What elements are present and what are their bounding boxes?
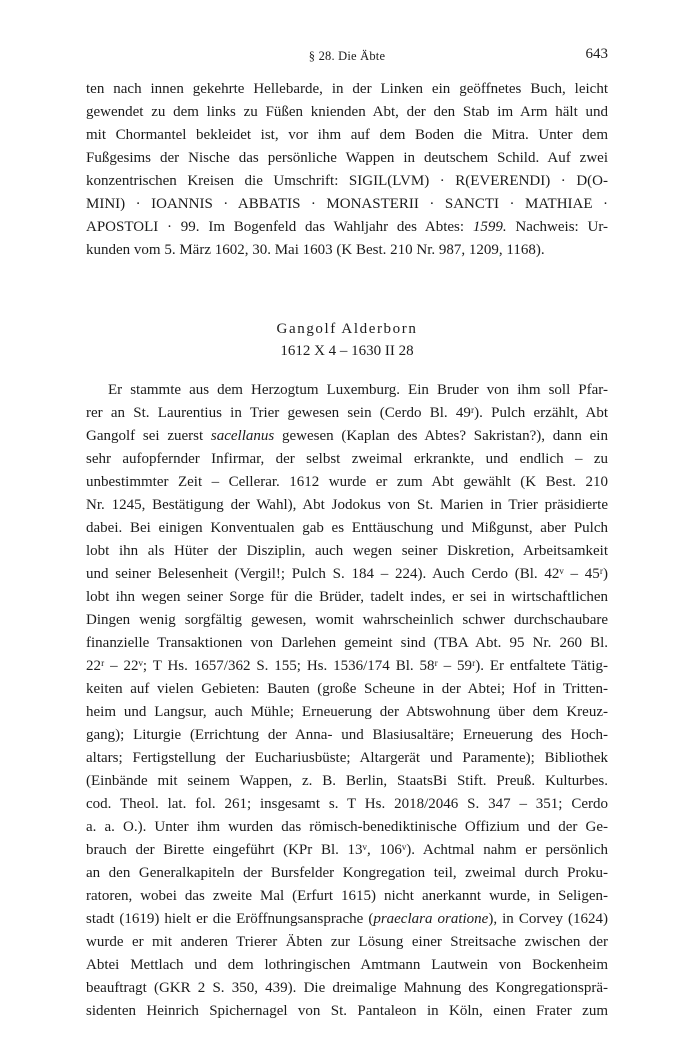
- running-head: § 28. Die Äbte: [308, 49, 386, 63]
- text-line: 22ʳ – 22ᵛ; T Hs. 1657/362 S. 155; Hs. 1536/174 Bl. 58ʳ – 59ʳ). Er entfaltete Tätig-: [86, 658, 608, 674]
- text-line: sehr aufopfernder Infirmar, der selbst zweimal erkrankte, und endlich – zu: [86, 451, 608, 467]
- abbot-name: Gangolf Alderborn: [276, 321, 418, 337]
- text-segment: APOSTOLI · 99. Im Bogenfeld das Wahljahr des Abtes:: [86, 219, 465, 235]
- text-segment: ), in Corvey (1624): [488, 911, 608, 927]
- text-line: beauftragt (GKR 2 S. 350, 439). Die dreimalige Mahnung des Kongregationsprä-: [86, 980, 608, 996]
- text-line: [86, 425, 608, 448]
- abbot-dates: 1612 X 4 – 1630 II 28: [280, 343, 414, 359]
- text-line: ten nach innen gekehrte Hellebarde, in der Linken ein geöffnetes Buch, leicht: [86, 81, 608, 97]
- text-line: (Einbände mit seinem Wappen, z. B. Berlin, StaatsBi Stift. Preuß. Kulturbes.: [86, 773, 608, 789]
- text-line: MINI) · IOANNIS · ABBATIS · MONASTERII · SANCTI · MATHIAE ·: [86, 196, 608, 212]
- italic-quote: praeclara oratione: [373, 911, 489, 927]
- text-segment: Gangolf sei zuerst: [86, 428, 211, 444]
- text-line: finanzielle Transaktionen von Darlehen gemeint sind (TBA Abt. 95 Nr. 260 Bl.: [86, 635, 608, 651]
- page-header: [86, 46, 608, 68]
- abbot-heading: [86, 318, 608, 362]
- text-line: [86, 216, 608, 239]
- text-line: rer an St. Laurentius in Trier gewesen sein (Cerdo Bl. 49ʳ). Pulch erzählt, Abt: [86, 405, 608, 421]
- text-line: konzentrischen Kreisen die Umschrift: SIGIL(LVM) · R(EVERENDI) · D(O-: [86, 173, 608, 189]
- text-line: mit Chormantel bekleidet ist, vor ihm auf dem Boden die Mitra. Unter dem: [86, 127, 608, 143]
- text-line: an den Generalkapiteln der Bursfelder Kongregation teil, zweimal durch Proku-: [86, 865, 608, 881]
- text-line: cod. Theol. lat. fol. 261; insgesamt s. T Hs. 2018/2046 S. 347 – 351; Cerdo: [86, 796, 608, 812]
- text-segment: stadt (1619) hielt er die Eröffnungsansprache (: [86, 911, 374, 927]
- text-line: keiten auf vielen Gebieten: Bauten (große Scheune in der Abtei; Hof in Tritten-: [86, 681, 608, 697]
- text-line: Nr. 1245, Bestätigung der Wahl), Abt Jodokus von St. Marien in Trier präsidierte: [86, 497, 608, 513]
- text-segment: gewesen (Kaplan des Abtes? Sakristan?), dann ein: [274, 428, 608, 444]
- text-line: kunden vom 5. März 1602, 30. Mai 1603 (K Best. 210 Nr. 987, 1209, 1168).: [86, 242, 545, 258]
- text-line: sidenten Heinrich Spichernagel von St. Pantaleon in Köln, einen Frater zum: [86, 1003, 608, 1019]
- text-line: gang); Liturgie (Errichtung der Anna- und Blasiusaltäre; Erneuerung des Hoch-: [86, 727, 608, 743]
- text-line: lobt ihn als Hüter der Disziplin, auch wegen seiner Diskretion, Arbeitsamkeit: [86, 543, 608, 559]
- text-line: heim und Langsur, auch Mühle; Erneuerung der Abtswohnung über dem Kreuz-: [86, 704, 608, 720]
- text-line: Abtei Mettlach und dem lothringischen Amtmann Lautwein von Bockenheim: [86, 957, 608, 973]
- text-line: lobt ihn wegen seiner Sorge für die Brüder, tadelt indes, er sei in wirtschaftlichen: [86, 589, 608, 605]
- text-line: Dingen wenig sorgfältig gewesen, womit wahrscheinlich schwer durchschaubare: [86, 612, 608, 628]
- text-line: [86, 908, 608, 931]
- text-line: und seiner Belesenheit (Vergil!; Pulch S. 184 – 224). Auch Cerdo (Bl. 42ᵛ – 45ʳ): [86, 566, 608, 582]
- page-number: 643: [585, 46, 608, 62]
- text-line: altars; Fertigstellung der Euchariusbüste; Altargerät und Paramente); Bibliothek: [86, 750, 608, 766]
- text-line: wurde er mit anderen Trierer Äbten zur Lösung einer Streitsache zwischen der: [86, 934, 608, 950]
- text-line: ratoren, wobei das zweite Mal (Erfurt 1615) nicht anerkannt wurde, in Seligen-: [86, 888, 608, 904]
- text-segment: Nachweis: Ur-: [506, 219, 609, 235]
- text-line: brauch der Birette eingeführt (KPr Bl. 13ᵛ, 106ᵛ). Achtmal nahm er persönlich: [86, 842, 608, 858]
- paragraph-abbot-biography: [86, 379, 608, 1023]
- text-line: unbestimmter Zeit – Cellerar. 1612 wurde er zum Abt gewählt (K Best. 210: [86, 474, 608, 490]
- paragraph-seal-description: [86, 78, 608, 262]
- text-line: dabei. Bei einigen Konventualen gab es Enttäuschung und Mißgunst, aber Pulch: [86, 520, 608, 536]
- italic-year: 1599.: [472, 219, 507, 235]
- text-line: Fußgesims der Nische das persönliche Wappen in deutschem Schild. Auf zwei: [86, 150, 608, 166]
- text-line: a. a. O.). Unter ihm wurden das römisch-benediktinische Offizium und der Ge-: [86, 819, 608, 835]
- text-line: gewendet zu dem links zu Füßen knienden Abt, der den Stab im Arm hält und: [86, 104, 608, 120]
- italic-term: sacellanus: [210, 428, 275, 444]
- text-line: Er stammte aus dem Herzogtum Luxemburg. Ein Bruder von ihm soll Pfar-: [108, 382, 608, 398]
